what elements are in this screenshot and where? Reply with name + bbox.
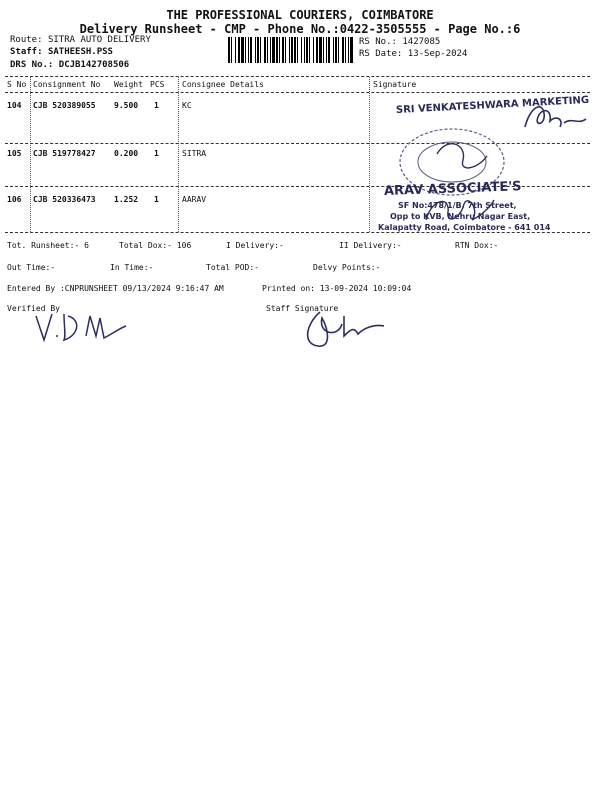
table-row-weight: 0.200 — [114, 149, 139, 158]
stamp-company-name: ARAV ASSOCIATE'S — [383, 179, 522, 199]
barcode-bar — [241, 37, 244, 63]
rs-no-value: 1427085 — [402, 37, 441, 47]
column-separator — [178, 77, 179, 232]
rs-date-label: RS Date: — [359, 49, 403, 59]
table-row-consignee: SITRA — [182, 149, 207, 158]
stamp-address-line: Kalapatty Road, Coimbatore - 641 014 — [378, 223, 551, 232]
barcode-bar — [301, 37, 302, 63]
table-row-pcs: 1 — [154, 195, 159, 204]
stamp-company-name: SRI VENKATESHWARA MARKETING — [395, 94, 590, 116]
col-pcs: PCS — [150, 80, 165, 89]
col-sno: S No — [7, 80, 27, 89]
total-runsheet-label: Tot. Runsheet:- — [7, 241, 80, 250]
barcode-bar — [270, 37, 271, 63]
out-time: Out Time:- — [7, 263, 56, 272]
entered-by: Entered By :CNPRUNSHEET 09/13/2024 9:16:47 AM — [7, 284, 224, 293]
barcode-bar — [335, 37, 337, 63]
delvy-points: Delvy Points:- — [313, 263, 381, 272]
barcode-bar — [248, 37, 249, 63]
signature-scribble — [420, 190, 500, 230]
total-dox — [119, 241, 191, 250]
col-signature: Signature — [373, 80, 417, 89]
barcode-bar — [316, 37, 318, 63]
divider — [5, 92, 590, 93]
total-runsheet — [7, 241, 89, 250]
barcode-bar — [306, 37, 308, 63]
staff-signature-label: Staff Signature — [266, 304, 339, 313]
rs-date-value: 13-Sep-2024 — [407, 49, 468, 59]
col-consignee: Consignee Details — [182, 80, 264, 89]
total-dox-value: 106 — [176, 241, 192, 250]
table-row-pcs: 1 — [154, 101, 159, 110]
total-dox-label: Total Dox:- — [119, 241, 172, 250]
total-runsheet-value: 6 — [84, 241, 89, 250]
table-row-consignee: AARAV — [182, 195, 207, 204]
table-row-consignee: KC — [182, 101, 192, 110]
barcode-bar — [294, 37, 296, 63]
table-row-consignment: CJB 519778427 — [33, 149, 96, 158]
barcode-bar — [264, 37, 266, 63]
barcode-bar — [323, 37, 324, 63]
barcode-bar — [238, 37, 240, 63]
route-label: Route: — [10, 35, 43, 45]
rs-no-line — [359, 37, 440, 47]
table-row-pcs: 1 — [154, 149, 159, 158]
company-title: THE PROFESSIONAL COURIERS, COIMBATORE — [166, 8, 434, 22]
staff-line — [10, 47, 113, 57]
staff-signature-scribble — [298, 304, 388, 354]
verifier-signature-scribble — [30, 306, 130, 346]
drs-value: DCJB142708506 — [58, 60, 130, 70]
barcode-bar — [267, 37, 268, 63]
barcode-bar — [257, 37, 259, 63]
table-row-sno: 105 — [7, 149, 22, 158]
stamp-address-line: SF No:478/1/B, 7th Street, — [398, 201, 517, 210]
column-separator — [30, 77, 31, 232]
barcode-bar — [342, 37, 344, 63]
barcode-bar — [309, 37, 310, 63]
table-row-consignment: CJB 520389055 — [33, 101, 96, 110]
ii-delivery: II Delivery:- — [339, 241, 402, 250]
barcode-bar — [282, 37, 284, 63]
barcode-bar — [348, 37, 349, 63]
barcode-bar — [235, 37, 236, 63]
barcode-bar — [276, 37, 278, 63]
barcode-bar — [279, 37, 280, 63]
table-row-weight: 9.500 — [114, 101, 139, 110]
column-separator — [369, 77, 370, 232]
barcode-bar — [319, 37, 322, 63]
stamp-address-line: Opp to KVB, Nehru Nagar East, — [390, 212, 531, 221]
barcode-bar — [304, 37, 305, 63]
barcode-bar — [260, 37, 261, 63]
in-time: In Time:- — [110, 263, 154, 272]
route-value: SITRA AUTO DELIVERY — [47, 35, 151, 45]
divider — [5, 76, 590, 77]
drs-label: DRS No.: — [10, 60, 54, 70]
col-weight: Weight — [114, 80, 143, 89]
barcode-bar — [245, 37, 246, 63]
signature-scribble — [520, 97, 590, 135]
table-row-consignment: CJB 520336473 — [33, 195, 96, 204]
barcode-bar — [297, 37, 298, 63]
runsheet-subtitle: Delivery Runsheet - CMP - Phone No.:0422-3505555 - Page No.:6 — [79, 22, 521, 36]
table-row-sno: 106 — [7, 195, 22, 204]
route-line — [10, 35, 151, 45]
drs-line — [10, 60, 129, 70]
barcode-bar — [313, 37, 314, 63]
barcode-bar — [345, 37, 346, 63]
printed-on: Printed on: 13-09-2024 10:09:04 — [262, 284, 412, 293]
barcode-bar — [250, 37, 252, 63]
barcode-bar — [228, 37, 230, 63]
barcode-bar — [272, 37, 275, 63]
barcode-bar — [338, 37, 339, 63]
rs-no-label: RS No.: — [359, 37, 397, 47]
rtn-dox: RTN Dox:- — [455, 241, 499, 250]
barcode-bar — [328, 37, 330, 63]
barcode — [227, 37, 353, 63]
staff-label: Staff: — [10, 47, 43, 57]
staff-value: SATHEESH.PSS — [47, 47, 113, 57]
divider — [5, 232, 590, 233]
total-pod: Total POD:- — [206, 263, 259, 272]
table-row-weight: 1.252 — [114, 195, 139, 204]
rs-date-line — [359, 49, 467, 59]
barcode-bar — [289, 37, 290, 63]
barcode-bar — [350, 37, 353, 63]
col-consignment: Consignment No — [33, 80, 101, 89]
table-row-sno: 104 — [7, 101, 22, 110]
barcode-bar — [333, 37, 334, 63]
barcode-bar — [231, 37, 232, 63]
barcode-bar — [326, 37, 327, 63]
barcode-bar — [285, 37, 286, 63]
verified-by-label: Verified By — [7, 304, 60, 313]
barcode-bar — [291, 37, 293, 63]
barcode-bar — [255, 37, 256, 63]
i-delivery: I Delivery:- — [226, 241, 284, 250]
